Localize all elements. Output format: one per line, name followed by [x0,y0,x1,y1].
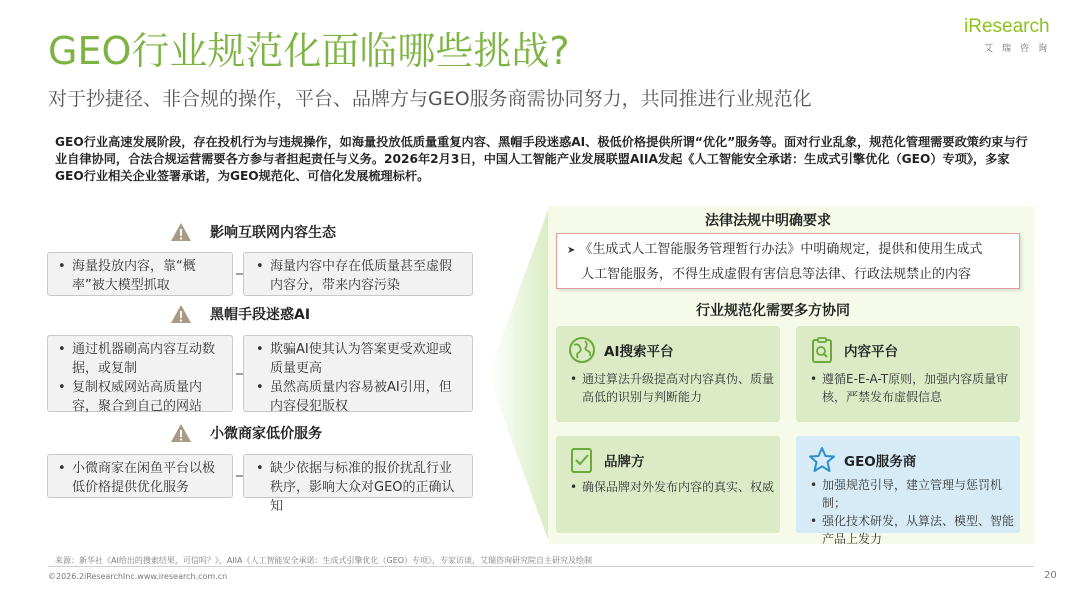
challenge-effect-box [243,454,473,514]
challenge-title: 小微商家低价服务 [210,426,322,442]
card-title: 内容平台 [844,344,898,360]
list-item: • 小微商家在闲鱼平台以极低价格提供优化服务 [58,461,216,495]
list-item: • 强化技术研发，从算法、模型、智能产品上发力 [810,514,1015,546]
checklist-icon [568,446,596,474]
warning-icon [170,222,192,242]
source-note: 来源：新华社《AI给出的搜索结果，可信吗？》，AIIA《人工智能安全承诺：生成式引擎优化（GEO）专项》，专家访谈，艾瑞咨询研究院自主研究及绘制 [55,556,593,565]
page-subtitle: 对于抄捷径、非合规的操作，平台、品牌方与GEO服务商需协同努力，共同推进行业规范化 [48,88,812,110]
warning-icon [170,304,192,324]
page-number: 20 [1044,570,1057,581]
triangle-bullet-icon: ➤ [567,245,576,256]
logo-sub-text: 艾瑞咨询 [984,44,1057,54]
card-body [570,478,780,496]
card-title: AI搜索平台 [604,344,674,360]
law-heading: 法律法规中明确要求 [705,213,831,229]
challenge-cause-box [47,252,233,296]
divider-fade [488,210,548,540]
card-body [810,476,1020,548]
copyright: ©2026.2iResearchInc.www.iresearch.com.cn [48,572,228,581]
list-item: • 加强规范引导，建立管理与惩罚机制； [810,478,1003,510]
list-item: • 缺少依据与标准的报价扰乱行业秩序，影响大众对GEO的正确认知 [256,461,455,514]
card-geo-service-provider [796,436,1020,546]
page-title: GEO行业规范化面临哪些挑战? [48,29,570,73]
list-item: • 虽然高质量内容易被AI引用，但内容侵犯版权 [256,380,452,414]
logo-main-text: iResearch [964,16,1050,37]
card-title: GEO服务商 [844,454,917,470]
warning-icon [170,423,192,443]
list-item: • 遵循E-E-A-T原则，加强内容质量审核，严禁发布虚假信息 [810,372,1009,404]
card-title: 品牌方 [604,454,645,470]
star-icon [808,446,836,474]
card-body [810,370,1015,406]
card-brand [556,436,780,533]
card-body [570,370,775,406]
card-content-platform [796,326,1020,422]
intro-paragraph: GEO行业高速发展阶段，存在投机行为与违规操作，如海量投放低质量重复内容、黑帽手段迷惑AI、极低价格提供所谓“优化”服务等。面对行业乱象，规范化管理需要政策约束与行业自律协同，合法合规运营需要各方参与者担起责任与义务。2026年2月3日，中国人工智能产业发展联盟AIIA发起《人工智能安全承诺：生成式引擎优化（GEO）专项》，多家GEO行业相关企业签署承诺，为GEO规范化、可信化发展梳理标杆。 [55,135,1028,183]
challenge-cause-box [47,454,233,498]
challenge-title: 黑帽手段迷惑AI [210,307,311,323]
list-item: • 海量投放内容，靠“概率”被大模型抓取 [58,259,196,293]
challenge-cause-box [47,335,233,412]
law-box [556,233,1020,289]
globe-icon [568,336,596,364]
collab-heading: 行业规范化需要多方协同 [696,303,850,319]
footer-divider [48,566,1034,567]
list-item: • 复制权威网站高质量内容，聚合到自己的网站 [58,380,203,414]
challenge-heading-2 [170,303,310,325]
challenge-effect-box [243,252,473,296]
clipboard-search-icon [808,336,836,364]
challenge-heading-3 [170,422,322,444]
card-ai-search-platform [556,326,780,422]
law-line-2: 人工智能服务，不得生成虚假有害信息等法律、行政法规禁止的内容 [581,267,972,282]
challenge-effect-box [243,335,473,412]
list-item: • 通过算法升级提高对内容真伪、质量高低的识别与判断能力 [570,372,775,404]
list-item: • 海量内容中存在低质量甚至虚假内容分，带来内容污染 [256,259,453,293]
iresearch-logo [964,16,1057,56]
challenge-title: 影响互联网内容生态 [210,225,336,241]
list-item: • 通过机器刷高内容互动数据，或复制 [58,342,216,376]
list-item: • 欺骗AI使其认为答案更受欢迎或质量更高 [256,342,452,376]
challenge-heading-1 [170,221,336,243]
law-line-1: ➤ 《生成式人工智能服务管理暂行办法》中明确规定，提供和使用生成式 [567,242,983,257]
list-item: • 确保品牌对外发布内容的真实、权威 [570,480,775,494]
